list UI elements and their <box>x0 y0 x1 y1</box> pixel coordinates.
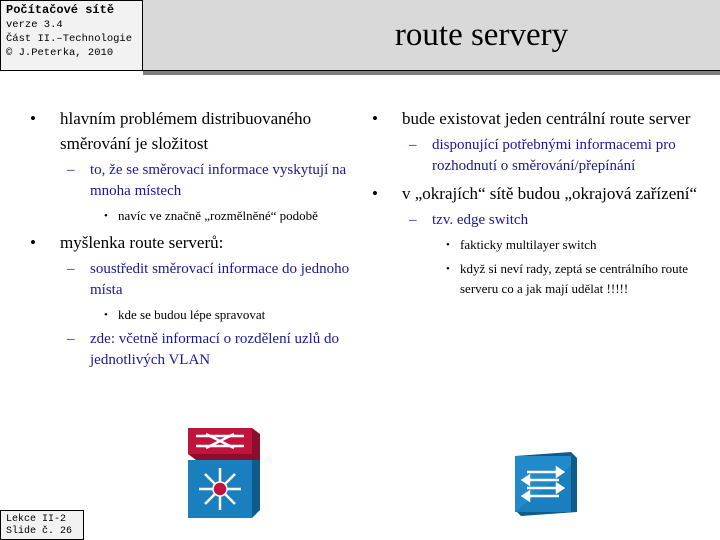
bullet-text: když si neví rady, zeptá se centrálního route serveru co a jak mají udělat !!!!! <box>460 261 689 296</box>
title-shadow <box>143 71 720 75</box>
bullet-item-level-1 <box>370 106 700 131</box>
bullet-text: kde se budou lépe spravovat <box>118 307 266 322</box>
bullet-marker: • <box>30 233 36 252</box>
course-author: © J.Peterka, 2010 <box>6 47 114 59</box>
bullet-text: navíc ve značně „rozmělněné“ podobě <box>118 208 318 223</box>
slide-footer <box>0 510 84 540</box>
bullet-text: disponující potřebnými informacemi pro rozhodnutí o směrování/přepínání <box>432 137 676 174</box>
bullet-text: myšlenka route serverů: <box>60 233 224 252</box>
bullet-item-level-1 <box>370 181 700 206</box>
bullet-item-level-3 <box>28 305 358 325</box>
right-column <box>370 106 700 303</box>
bullet-marker: • <box>104 309 108 321</box>
edge-switch-icon <box>515 452 577 516</box>
bullet-marker: – <box>67 162 75 178</box>
bullet-text: v „okrajích“ sítě budou „okrajová zařízení“ <box>402 184 698 203</box>
bullet-item-level-1 <box>28 106 358 156</box>
bullet-marker: • <box>446 239 450 251</box>
bullet-item-level-3 <box>370 235 700 255</box>
bullet-marker: • <box>104 210 108 222</box>
bullet-item-level-2 <box>370 210 700 231</box>
bullet-text: zde: včetně informací o rozdělení uzlů do jednotlivých VLAN <box>90 331 340 368</box>
bullet-item-level-1 <box>28 230 358 255</box>
course-info-box <box>0 0 143 71</box>
bullet-item-level-2 <box>28 329 358 371</box>
bullet-text: to, že se směrovací informace vyskytují na mnoha místech <box>90 162 347 199</box>
bullet-item-level-3 <box>370 259 700 299</box>
bullet-text: bude existovat jeden centrální route server <box>402 109 691 128</box>
slide-number: Slide č. 26 <box>6 526 73 537</box>
bullet-item-level-2 <box>28 160 358 202</box>
bullet-marker: • <box>30 109 36 128</box>
course-title: Počítačové sítě <box>6 3 115 17</box>
course-part: Část II.–Technologie <box>6 33 133 45</box>
bullet-text: soustředit směrovací informace do jednoho místa <box>90 261 350 298</box>
bullet-item-level-2 <box>28 259 358 301</box>
bullet-marker: – <box>67 261 75 277</box>
left-column <box>28 106 358 375</box>
bullet-marker: • <box>446 263 450 275</box>
bullet-item-level-2 <box>370 135 700 177</box>
route-server-icon <box>188 428 260 518</box>
lesson-label: Lekce II-2 <box>6 514 67 525</box>
bullet-text: tzv. edge switch <box>432 212 529 228</box>
bullet-marker: • <box>372 184 378 203</box>
slide-title: route servery <box>394 17 569 53</box>
bullet-marker: • <box>372 109 378 128</box>
title-bar <box>143 0 720 71</box>
bullet-marker: – <box>409 137 417 153</box>
bullet-marker: – <box>409 212 417 228</box>
bullet-text: hlavním problémem distribuovaného směrování je složitost <box>60 109 312 153</box>
bullet-item-level-3 <box>28 206 358 226</box>
bullet-marker: – <box>67 331 75 347</box>
course-version: verze 3.4 <box>6 19 63 31</box>
bullet-text: fakticky multilayer switch <box>460 237 597 252</box>
